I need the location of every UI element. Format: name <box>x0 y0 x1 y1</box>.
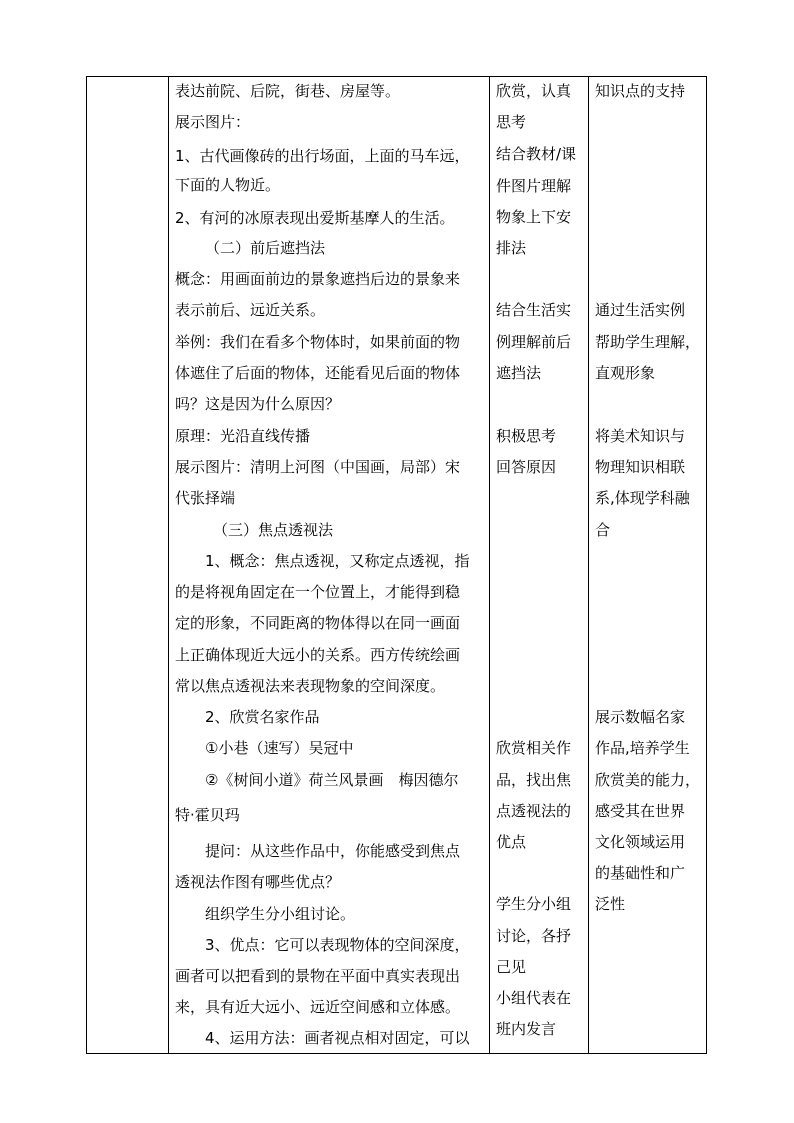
student-line: 结合生活实 <box>496 301 572 319</box>
content-line: 表达前院、后院，街巷、房屋等。 <box>175 82 401 100</box>
intent-line: 合 <box>595 521 611 539</box>
section-heading: （三）焦点透视法 <box>213 521 334 539</box>
intent-line: 展示数幅名家 <box>595 708 686 726</box>
content-column-cell <box>169 76 489 1054</box>
student-line: 例理解前后 <box>496 333 572 351</box>
student-line: 回答原因 <box>496 458 557 476</box>
intent-line: 文化领域运用 <box>595 833 686 851</box>
content-line: ②《树间小道》荷兰风景画 梅因德尔 <box>205 771 459 789</box>
intent-line: 作品,培养学生 <box>595 739 690 757</box>
student-line: 优点 <box>496 833 527 851</box>
student-line: 思考 <box>496 113 527 131</box>
content-line: 2、欣赏名家作品 <box>205 708 320 726</box>
section-heading: （二）前后遮挡法 <box>205 239 326 257</box>
student-line: 小组代表在 <box>496 989 572 1007</box>
student-line: 件图片理解 <box>496 177 572 195</box>
content-line: 来，具有近大远小、远近空间感和立体感。 <box>175 998 461 1016</box>
content-line: 1、古代画像砖的出行场面，上面的马车远， <box>175 147 470 165</box>
content-line: 常以焦点透视法来表现物象的空间深度。 <box>175 677 446 695</box>
content-line: 下面的人物近。 <box>175 176 281 194</box>
student-line: 学生分小组 <box>496 895 572 913</box>
intent-line: 泛性 <box>595 895 626 913</box>
intent-line: 感受其在世界 <box>595 802 686 820</box>
intent-line: 帮助学生理解， <box>595 333 701 351</box>
content-line: 举例：我们在看多个物体时，如果前面的物 <box>175 333 461 351</box>
content-line: 概念：用画面前边的景象遮挡后边的景象来 <box>175 270 461 288</box>
student-line: 品，找出焦 <box>496 771 572 789</box>
student-line: 遮挡法 <box>496 364 542 382</box>
student-line: 欣赏相关作 <box>496 739 572 757</box>
student-line: 排法 <box>496 239 527 257</box>
content-line: 2、有河的冰原表现出爱斯基摩人的生活。 <box>175 209 455 227</box>
student-line: 物象上下安 <box>496 208 572 226</box>
content-line: 4、运用方法：画者视点相对固定，可以 <box>205 1029 470 1047</box>
intent-line: 通过生活实例 <box>595 301 686 319</box>
intent-line: 的基础性和广 <box>595 864 686 882</box>
intent-line: 欣赏美的能力， <box>595 771 701 789</box>
content-line: 展示图片：清明上河图（中国画，局部）宋 <box>175 458 461 476</box>
intent-line: 将美术知识与 <box>595 427 686 445</box>
content-line: ①小巷（速写）吴冠中 <box>205 739 354 757</box>
content-line: 提问：从这些作品中，你能感受到焦点 <box>205 842 461 860</box>
intent-line: 物理知识相联 <box>595 458 686 476</box>
content-line: 表示前后、远近关系。 <box>175 301 326 319</box>
content-line: 吗？这是因为什么原因？ <box>175 395 341 413</box>
content-line: 组织学生分小组讨论。 <box>205 905 356 923</box>
content-line: 原理：光沿直线传播 <box>175 427 311 445</box>
student-line: 积极思考 <box>496 427 557 445</box>
student-line: 班内发言 <box>496 1020 557 1038</box>
content-line: 展示图片： <box>175 113 251 131</box>
content-line: 的是将视角固定在一个位置上，才能得到稳 <box>175 583 461 601</box>
content-line: 代张择端 <box>175 489 236 507</box>
content-line: 3、优点：它可以表现物体的空间深度， <box>205 936 470 954</box>
design-intent-cell <box>589 76 706 1054</box>
intent-line: 系,体现学科融 <box>595 489 690 507</box>
content-line: 上正确体现近大远小的关系。西方传统绘画 <box>175 646 461 664</box>
student-line: 欣赏，认真 <box>496 82 572 100</box>
content-line: 1、概念：焦点透视，又称定点透视，指 <box>205 552 470 570</box>
content-line: 画者可以把看到的景物在平面中真实表现出 <box>175 967 461 985</box>
intent-line: 知识点的支持 <box>595 82 686 100</box>
content-line: 定的形象，不同距离的物体得以在同一画面 <box>175 614 461 632</box>
student-line: 结合教材/课 <box>496 145 577 163</box>
content-line: 透视法作图有哪些优点？ <box>175 873 341 891</box>
intent-line: 直观形象 <box>595 364 656 382</box>
content-line: 体遮住了后面的物体，还能看见后面的物体 <box>175 364 461 382</box>
content-line: 特·霍贝玛 <box>175 806 240 824</box>
empty-first-column-cell <box>86 76 168 1054</box>
student-line: 讨论，各抒 <box>496 927 572 945</box>
student-activity-cell <box>490 76 588 1054</box>
student-line: 点透视法的 <box>496 802 572 820</box>
student-line: 己见 <box>496 958 527 976</box>
